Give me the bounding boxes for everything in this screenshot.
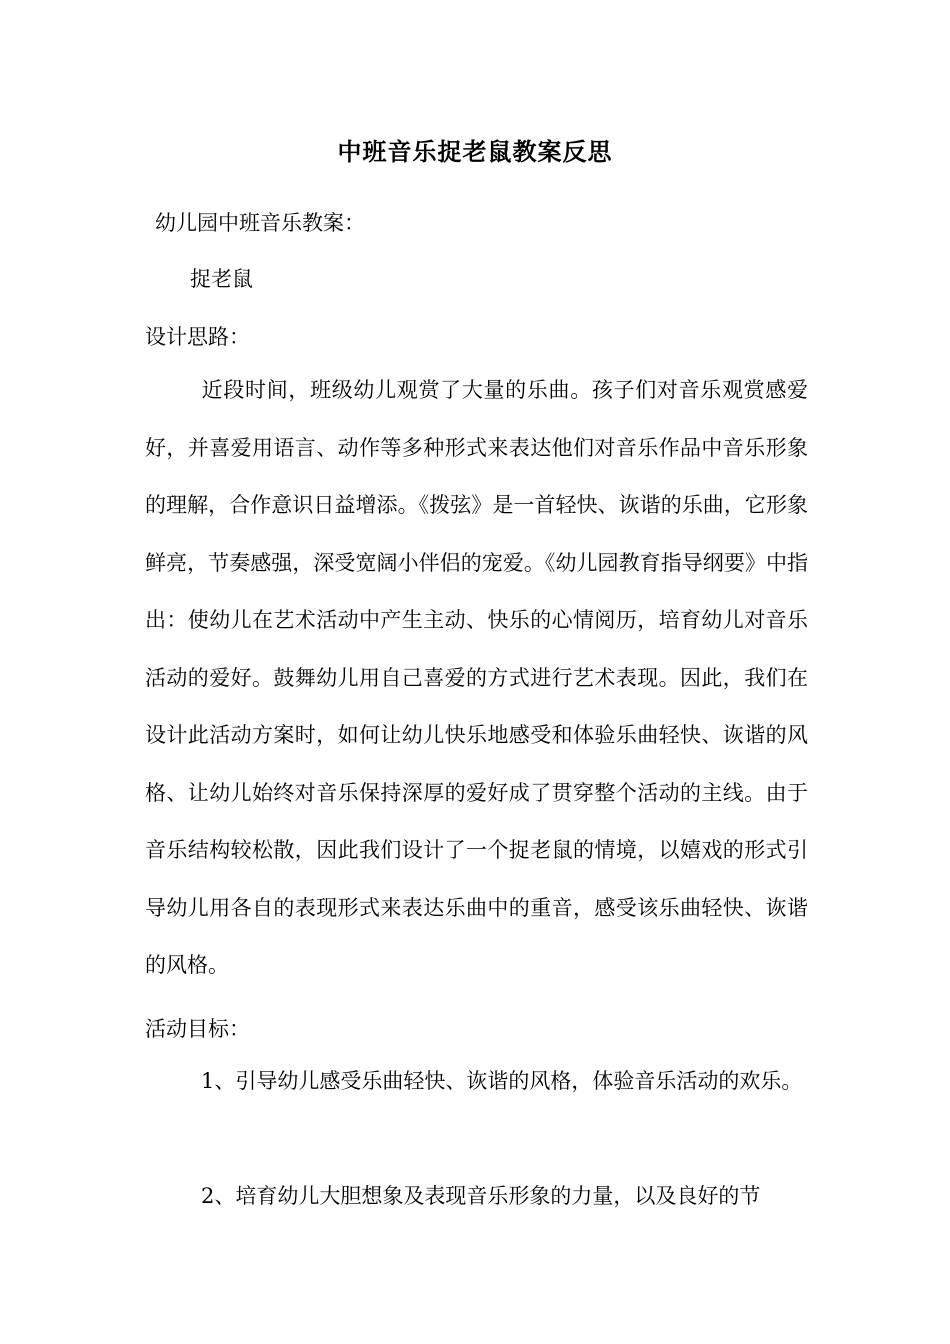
goals-heading: 活动目标： <box>145 1017 250 1041</box>
design-heading: 设计思路： <box>145 325 250 349</box>
goal-item-1 <box>145 1053 808 1111</box>
lesson-name: 捉老鼠 <box>190 267 253 291</box>
goal-item-2-text: 2、培育幼儿大胆想象及表现音乐形象的力量，以及良好的节 <box>201 1184 761 1208</box>
goal-item-1-text: 1、引导幼儿感受乐曲轻快、诙谐的风格，体验音乐活动的欢乐。 <box>201 1069 803 1093</box>
goal-item-2 <box>145 1168 808 1226</box>
design-paragraph <box>145 362 808 995</box>
subtitle: 幼儿园中班音乐教案： <box>155 211 365 235</box>
document-title: 中班音乐捉老鼠教案反思 <box>337 137 613 166</box>
design-paragraph-text: 近段时间，班级幼儿观赏了大量的乐曲。孩子们对音乐观赏感爱好，并喜爱用语言、动作等多种形式来表达他们对音乐作品中音乐形象的理解，合作意识日益增添。《拨弦》是一首轻快、诙谐的乐曲，它形象鲜亮，节奏感强，深受宽阔小伴侣的宠爱。《幼儿园教育指导纲要》中指出：使幼儿在艺术活动中产生主动、快乐的心情阅历，培育幼儿对音乐活动的爱好。鼓舞幼儿用自己喜爱的方式进行艺术表现。因此，我们在设计此活动方案时，如何让幼儿快乐地感受和体验乐曲轻快、诙谐的风格、让幼儿始终对音乐保持深厚的爱好成了贯穿整个活动的主线。由于音乐结构较松散，因此我们设计了一个捉老鼠的情境，以嬉戏的形式引导幼儿用各自的表现形式来表达乐曲中的重音，感受该乐曲轻快、诙谐的风格。 <box>145 378 808 977</box>
